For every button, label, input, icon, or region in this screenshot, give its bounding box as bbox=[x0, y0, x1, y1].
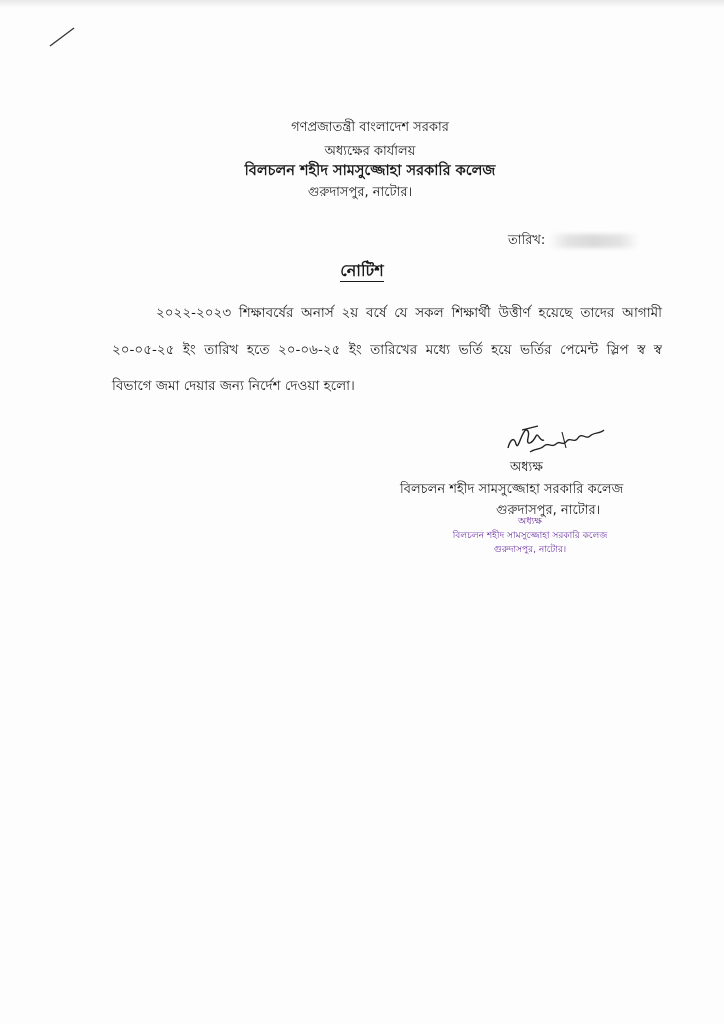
official-seal-stamp bbox=[450, 515, 610, 557]
notice-body-line-2: ২০-০৫-২৫ ইং তারিখ হতে ২০-০৬-২৫ ইং তারিখের মধ্যে ভর্তি হয়ে ভর্তির পেমেন্ট স্লিপ স্ব স্ব bbox=[112, 342, 662, 358]
office-heading: অধ্যক্ষের কার্যালয় bbox=[324, 144, 416, 159]
location-heading: গুরুদাসপুর, নাটোর। bbox=[307, 185, 413, 200]
scan-edge-shadow bbox=[0, 0, 724, 8]
signatory-title: অধ্যক্ষ bbox=[510, 460, 543, 475]
date-label: তারিখ: bbox=[508, 233, 546, 248]
college-heading: বিলচলন শহীদ সামসুজ্জোহা সরকারি কলেজ bbox=[244, 163, 496, 179]
date-row bbox=[508, 231, 639, 252]
handwritten-signature bbox=[500, 418, 610, 458]
government-heading: গণপ্রজাতন্ত্রী বাংলাদেশ সরকার bbox=[291, 120, 449, 135]
stamp-location: গুরুদাসপুর, নাটোর। bbox=[493, 545, 567, 555]
signatory-college: বিলচলন শহীদ সামসুজ্জোহা সরকারি কলেজ bbox=[400, 482, 624, 497]
signatory-location: গুরুদাসপুর, নাটোর। bbox=[496, 503, 601, 518]
stamp-college: বিলচলন শহীদ সামসুজ্জোহা সরকারি কলেজ bbox=[452, 531, 608, 541]
stamp-title: অধ্যক্ষ bbox=[517, 516, 542, 527]
notice-title bbox=[0, 258, 724, 285]
notice-body-line-3: বিভাগে জমা দেয়ার জন্য নির্দেশ দেওয়া হলো। bbox=[112, 378, 355, 394]
notice-body-line-1: ২০২২-২০২৩ শিক্ষাবর্ষের অনার্স ২য় বর্ষে যে সকল শিক্ষার্থী উত্তীর্ণ হয়েছে তাদের আগামী bbox=[156, 305, 662, 321]
redacted-date bbox=[549, 234, 639, 248]
pen-mark bbox=[48, 26, 76, 48]
notice-title-text: নোটিশ bbox=[340, 261, 384, 280]
